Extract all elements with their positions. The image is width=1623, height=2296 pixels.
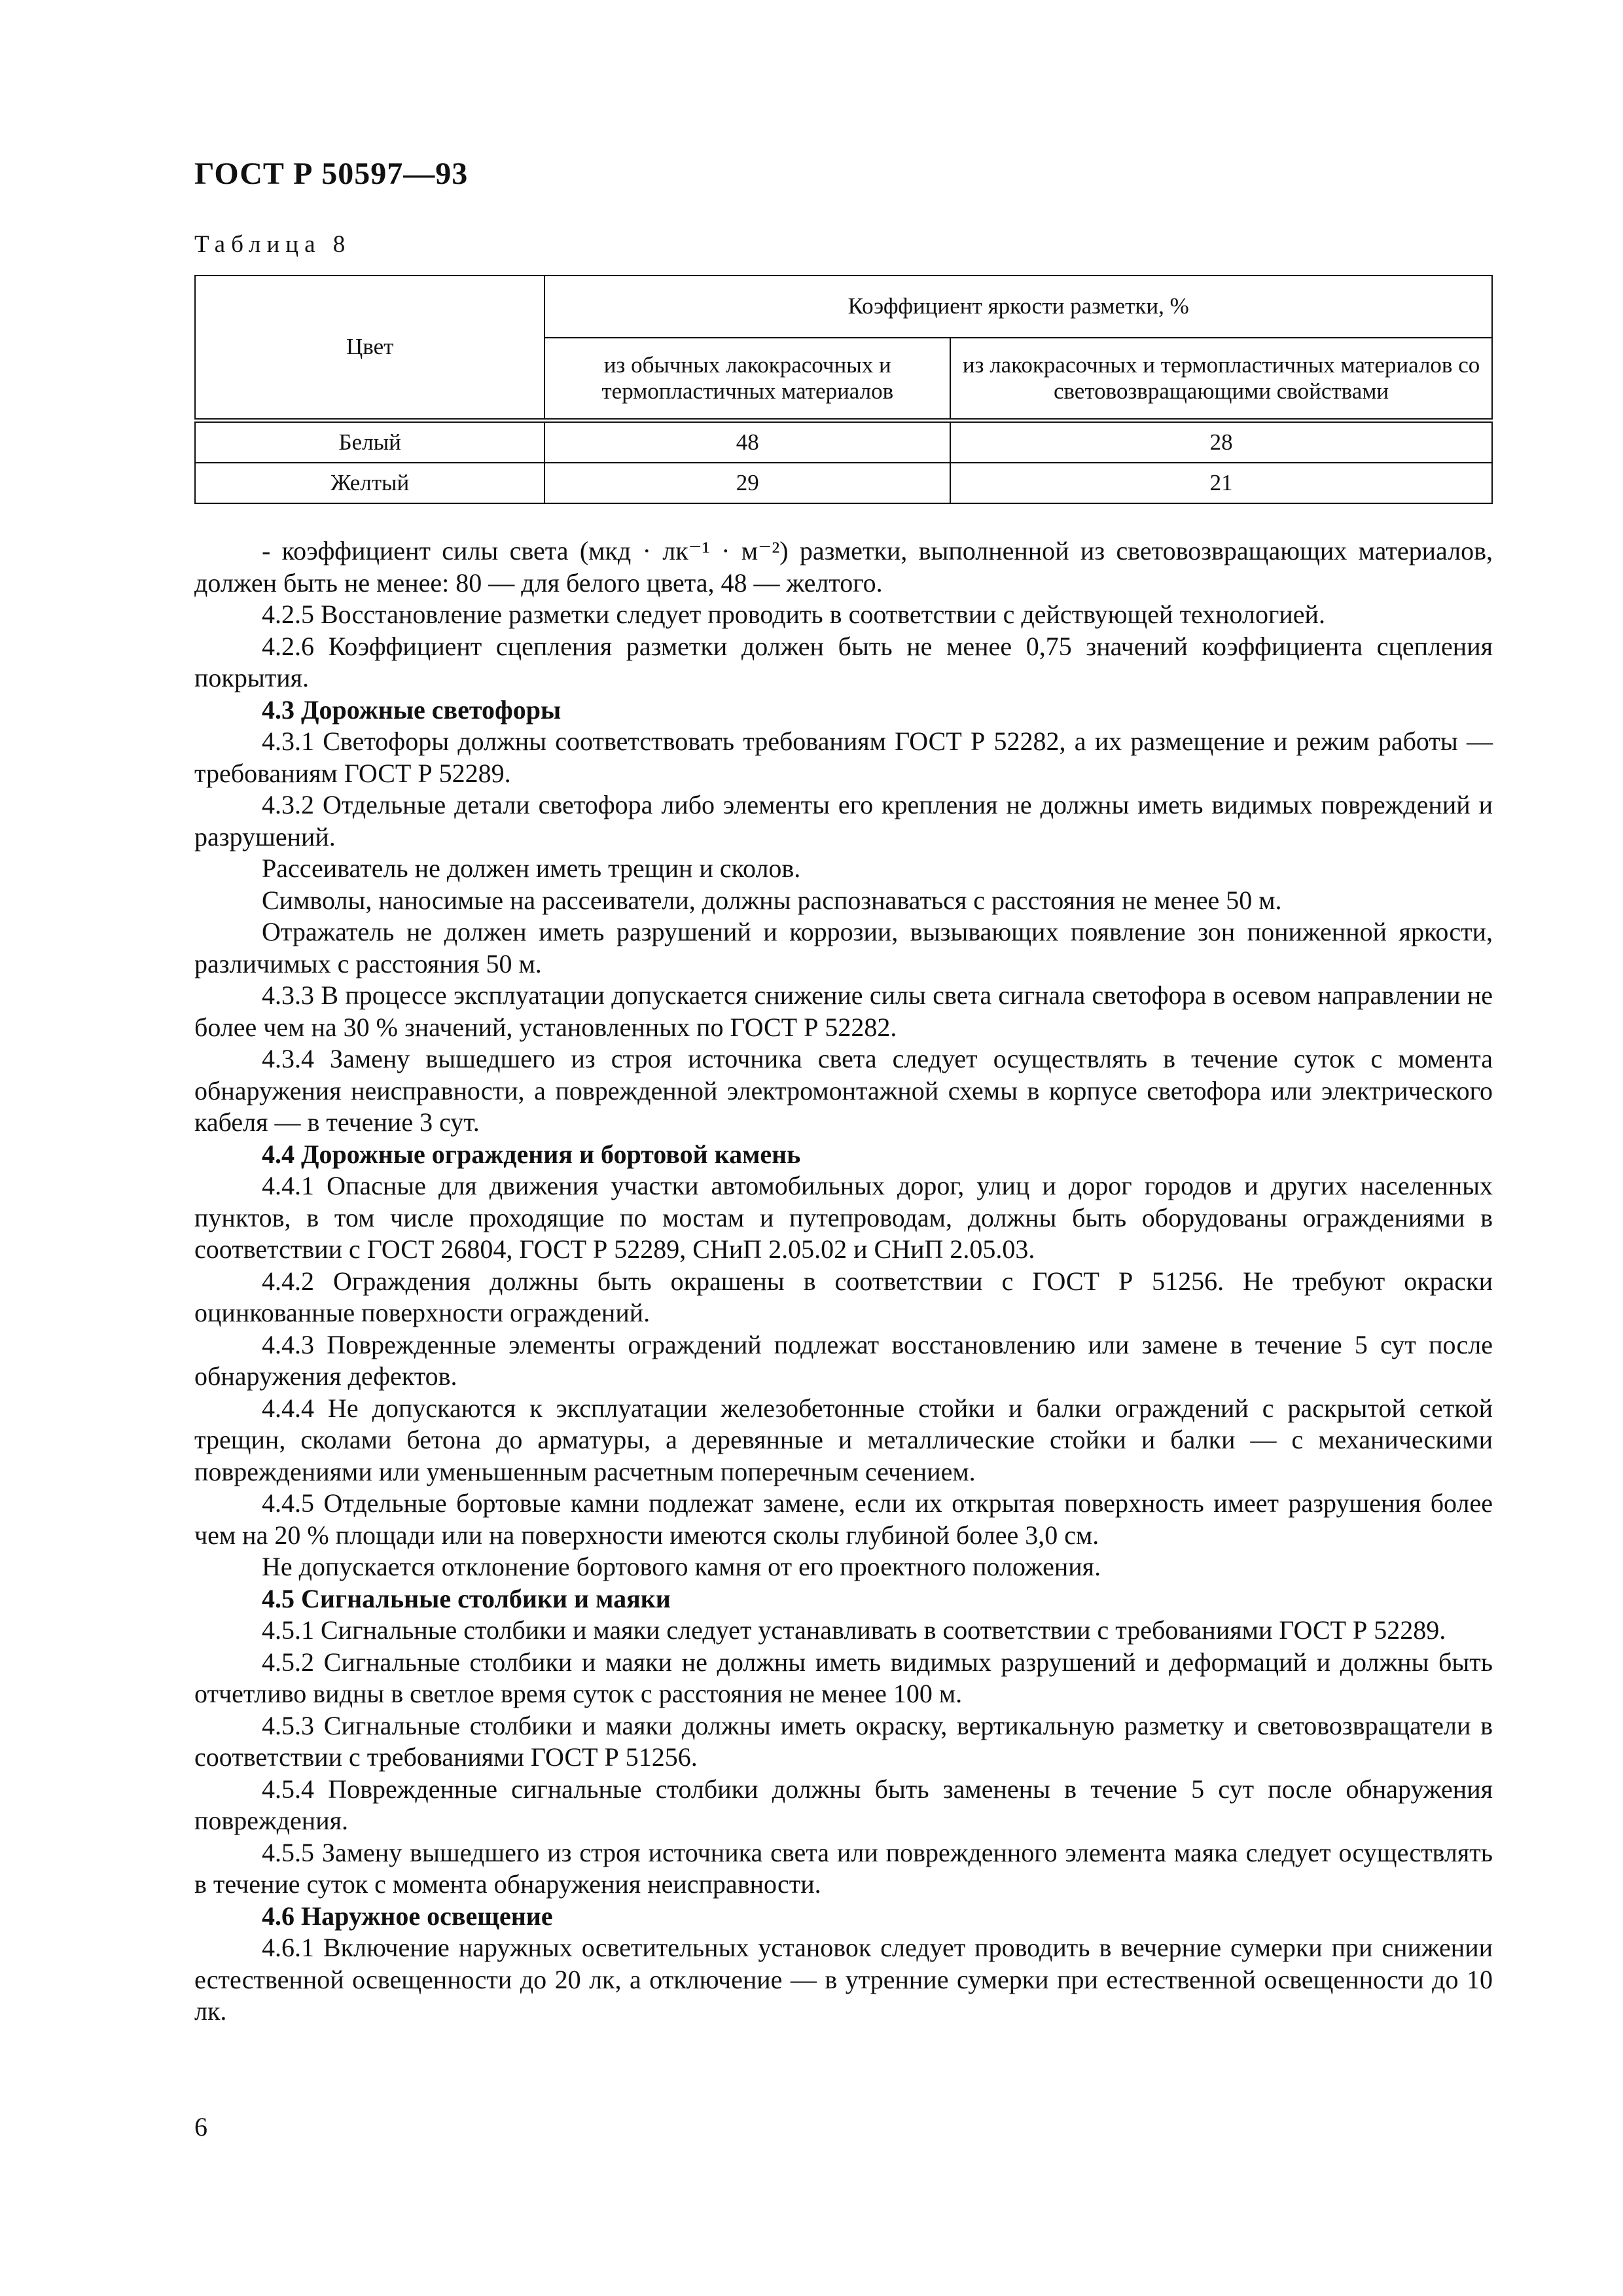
paragraph-luminous-intensity: - коэффициент силы света (мкд · лк⁻¹ · м⁻²) разметки, выполненной из световозвращающих материалов, должен быть не менее: 80 — для белого цвета, 48 — желтого. xyxy=(194,536,1493,598)
paragraph-4-5-5: 4.5.5 Замену вышедшего из строя источника света или поврежденного элемента маяка следует осуществлять в течение суток с момента обнаружения неисправности. xyxy=(194,1837,1493,1899)
paragraph-4-2-6: 4.2.6 Коэффициент сцепления разметки должен быть не менее 0,75 значений коэффициента сцепления покрытия. xyxy=(194,631,1493,692)
paragraph-4-3-2: 4.3.2 Отдельные детали светофора либо элементы его крепления не должны иметь видимых повреждений и разрушений. xyxy=(194,790,1493,852)
table-caption: Таблица 8 xyxy=(194,231,351,258)
paragraph-4-5-3: 4.5.3 Сигнальные столбики и маяки должны иметь окраску, вертикальную разметку и световозвращатели в соответствии с требованиями ГОСТ Р 51256. xyxy=(194,1710,1493,1772)
document-header: ГОСТ Р 50597—93 xyxy=(194,156,469,191)
cell-retroreflective-value: 21 xyxy=(950,463,1492,503)
paragraph-4-5-2: 4.5.2 Сигнальные столбики и маяки не должны иметь видимых разрушений и деформаций и должны быть отчетливо видны в светлое время суток с расстояния не менее 100 м. xyxy=(194,1647,1493,1708)
paragraph-4-4-4: 4.4.4 Не допускаются к эксплуатации железобетонные стойки и балки ограждений с раскрытой сеткой трещин, сколами бетона до арматуры, а деревянные и металлические стойки и балки — с механическими повреждениями или уменьшенным расчетным поперечным сечением. xyxy=(194,1393,1493,1486)
paragraph-diffuser: Рассеиватель не должен иметь трещин и сколов. xyxy=(262,853,801,883)
page-number: 6 xyxy=(194,2112,207,2142)
table-row xyxy=(195,421,1492,463)
table-header-row xyxy=(195,276,1492,338)
column-header-ordinary-materials: из обычных лакокрасочных и термопластичных материалов xyxy=(544,338,950,421)
paragraph-4-5-1: 4.5.1 Сигнальные столбики и маяки следует устанавливать в соответствии с требованиями ГОСТ Р 52289. xyxy=(262,1615,1446,1645)
cell-ordinary-value: 48 xyxy=(544,421,950,463)
section-heading-4-4: 4.4 Дорожные ограждения и бортовой камень xyxy=(262,1139,801,1169)
section-heading-4-6: 4.6 Наружное освещение xyxy=(262,1901,553,1931)
cell-ordinary-value: 29 xyxy=(544,463,950,503)
cell-color: Белый xyxy=(195,421,544,463)
paragraph-4-5-4: 4.5.4 Поврежденные сигнальные столбики должны быть заменены в течение 5 сут после обнаружения повреждения. xyxy=(194,1774,1493,1835)
paragraph-4-4-1: 4.4.1 Опасные для движения участки автомобильных дорог, улиц и дорог городов и других населенных пунктов, в том числе проходящие по мостам и путепроводам, должны быть оборудованы ограждениями в соответствии с ГОСТ 26804, ГОСТ Р 52289, СНиП 2.05.02 и СНиП 2.05.03. xyxy=(194,1171,1493,1264)
paragraph-4-3-3: 4.3.3 В процессе эксплуатации допускается снижение силы света сигнала светофора в осевом направлении не более чем на 30 % значений, установленных по ГОСТ Р 52282. xyxy=(194,980,1493,1042)
brightness-table xyxy=(194,275,1493,504)
paragraph-4-2-5: 4.2.5 Восстановление разметки следует проводить в соответствии с действующей технологией. xyxy=(262,600,1325,629)
table-row xyxy=(195,463,1492,503)
cell-color: Желтый xyxy=(195,463,544,503)
paragraph-4-6-1: 4.6.1 Включение наружных осветительных установок следует проводить в вечерние сумерки при снижении естественной освещенности до 20 лк, а отключение — в утренние сумерки при естественной освещенности до 10 лк. xyxy=(194,1933,1493,2026)
section-heading-4-3: 4.3 Дорожные светофоры xyxy=(262,694,562,725)
column-group-header: Коэффициент яркости разметки, % xyxy=(544,276,1492,338)
paragraph-4-4-2: 4.4.2 Ограждения должны быть окрашены в соответствии с ГОСТ Р 51256. Не требуют окраски оцинкованные поверхности ограждений. xyxy=(194,1266,1493,1327)
paragraph-4-3-1: 4.3.1 Светофоры должны соответствовать требованиям ГОСТ Р 52282, а их размещение и режим работы — требованиям ГОСТ Р 52289. xyxy=(194,726,1493,788)
column-header-retroreflective-materials: из лакокрасочных и термопластичных материалов со световозвращающими свойствами xyxy=(950,338,1492,421)
cell-retroreflective-value: 28 xyxy=(950,421,1492,463)
paragraph-symbols: Символы, наносимые на рассеиватели, должны распознаваться с расстояния не менее 50 м. xyxy=(262,885,1282,915)
column-header-color: Цвет xyxy=(195,276,544,421)
section-heading-4-5: 4.5 Сигнальные столбики и маяки xyxy=(262,1583,671,1613)
document-body xyxy=(194,535,1493,2028)
paragraph-4-4-5: 4.4.5 Отдельные бортовые камни подлежат замене, если их открытая поверхность имеет разрушения более чем на 20 % площади или на поверхности имеются сколы глубиной более 3,0 см. xyxy=(194,1488,1493,1550)
paragraph-reflector: Отражатель не должен иметь разрушений и коррозии, вызывающих появление зон пониженной яркости, различимых с расстояния 50 м. xyxy=(194,917,1493,978)
paragraph-4-3-4: 4.3.4 Замену вышедшего из строя источника света следует осуществлять в течение суток с момента обнаружения неисправности, а поврежденной электромонтажной схемы в корпусе светофора или электрического кабеля — в течение 3 сут. xyxy=(194,1044,1493,1137)
paragraph-4-4-3: 4.4.3 Поврежденные элементы ограждений подлежат восстановлению или замене в течение 5 сут после обнаружения дефектов. xyxy=(194,1329,1493,1391)
paragraph-curb-deviation: Не допускается отклонение бортового камня от его проектного положения. xyxy=(262,1552,1101,1581)
